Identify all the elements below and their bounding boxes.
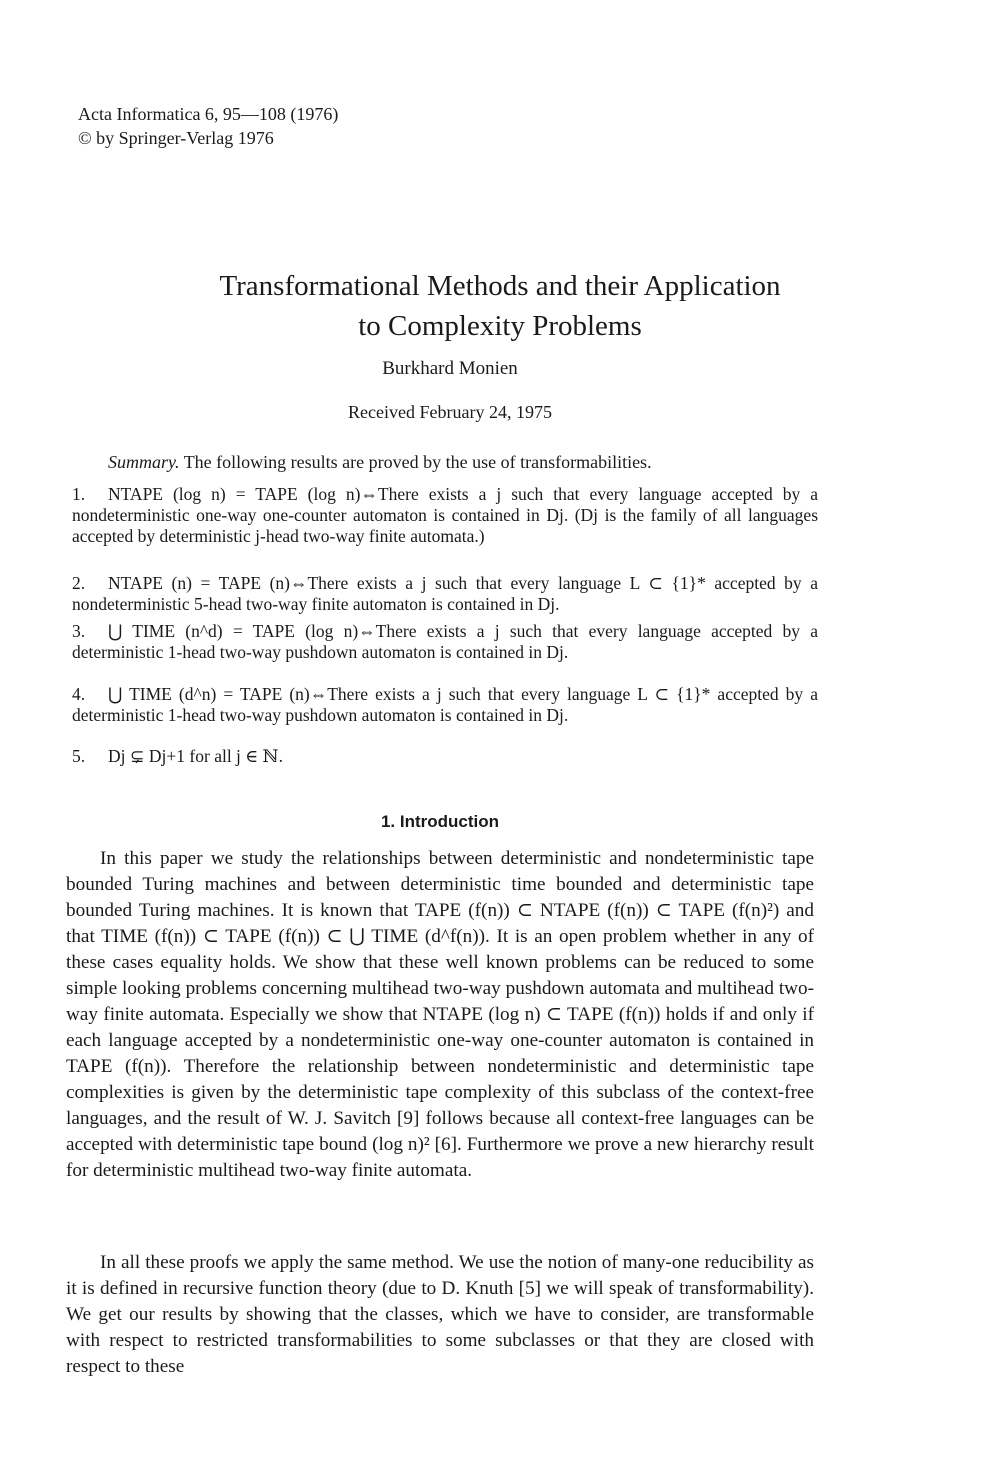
- item-text: ⋃ TIME (n^d) = TAPE (log n)⇔There exists a j such that every language accepted by a deterministic 1-head two-way pushdown automaton is contained in Dj.: [72, 621, 818, 662]
- summary-item: [72, 484, 818, 547]
- journal-line: Acta Informatica 6, 95—108 (1976): [78, 104, 339, 124]
- summary-item: [72, 573, 818, 615]
- item-text: Dj ⊊ Dj+1 for all j ∈ ℕ.: [108, 746, 283, 766]
- item-text: ⋃ TIME (d^n) = TAPE (n)⇔There exists a j such that every language L ⊂ {1}* accepted by a deterministic 1-head two-way pushdown automaton is contained in Dj.: [72, 684, 818, 725]
- summary-text: The following results are proved by the use of transformabilities.: [183, 452, 652, 472]
- summary-item: [72, 746, 818, 767]
- section-heading: 1. Introduction: [380, 812, 500, 831]
- item-text: NTAPE (n) = TAPE (n)⇔There exists a j such that every language L ⊂ {1}* accepted by a nondeterministic 5-head two-way finite automaton is contained in Dj.: [72, 573, 818, 614]
- body-paragraph: [66, 846, 814, 1184]
- paragraph-text: In all these proofs we apply the same method. We use the notion of many-one reducibility as it is defined in recursive function theory (due to D. Knuth [5] we will speak of transformability). We get our results by showing that the classes, which we have to consider, are transformable with respect to restricted transformabilities to some subclasses or that they are closed with respect to these: [66, 1252, 814, 1377]
- summary-item: [72, 684, 818, 726]
- body-paragraph: [66, 1250, 814, 1380]
- summary-intro: [108, 452, 652, 473]
- author: Burkhard Monien: [382, 358, 518, 379]
- item-number: 2.: [72, 573, 86, 593]
- summary-item: [72, 621, 818, 663]
- summary-label: Summary.: [108, 452, 180, 472]
- item-number: 3.: [72, 621, 86, 641]
- item-number: 5.: [72, 746, 86, 766]
- copyright-line: © by Springer-Verlag 1976: [78, 128, 274, 148]
- title-line-2: to Complexity Problems: [358, 310, 642, 342]
- received-date: Received February 24, 1975: [348, 402, 552, 422]
- item-number: 1.: [72, 484, 86, 504]
- title-line-1: Transformational Methods and their Application: [219, 270, 781, 302]
- item-text: NTAPE (log n) = TAPE (log n)⇔There exists a j such that every language accepted by a nondeterministic one-way one-counter automaton is contained in Dj. (Dj is the family of all languages accepted by deterministic j-head two-way finite automata.): [72, 484, 818, 546]
- paragraph-text: In this paper we study the relationships between deterministic and nondeterministic tape bounded Turing machines and between deterministic time bounded and deterministic tape bounded Turing machines. It is known that TAPE (f(n)) ⊂ NTAPE (f(n)) ⊂ TAPE (f(n)²) and that TIME (f(n)) ⊂ TAPE (f(n)) ⊂ ⋃ TIME (d^f(n)). It is an open problem whether in any of these cases equality holds. We show that these well known problems can be reduced to some simple looking problems concerning multihead two-way pushdown automata and multihead two-way finite automata. Especially we show that NTAPE (log n) ⊂ TAPE (f(n)) holds if and only if each language accepted by a nondeterministic one-way one-counter automaton is contained in TAPE (f(n)). Therefore the relationship between nondeterministic and deterministic tape complexities is given by the deterministic tape complexity of this subclass of the context-free languages, and the result of W. J. Savitch [9] follows because all context-free languages can be accepted with deterministic tape bound (log n)² [6]. Furthermore we prove a new hierarchy result for deterministic multihead two-way finite automata.: [66, 848, 814, 1181]
- paper-title: [0, 266, 1000, 346]
- journal-citation: [78, 102, 338, 150]
- item-number: 4.: [72, 684, 86, 704]
